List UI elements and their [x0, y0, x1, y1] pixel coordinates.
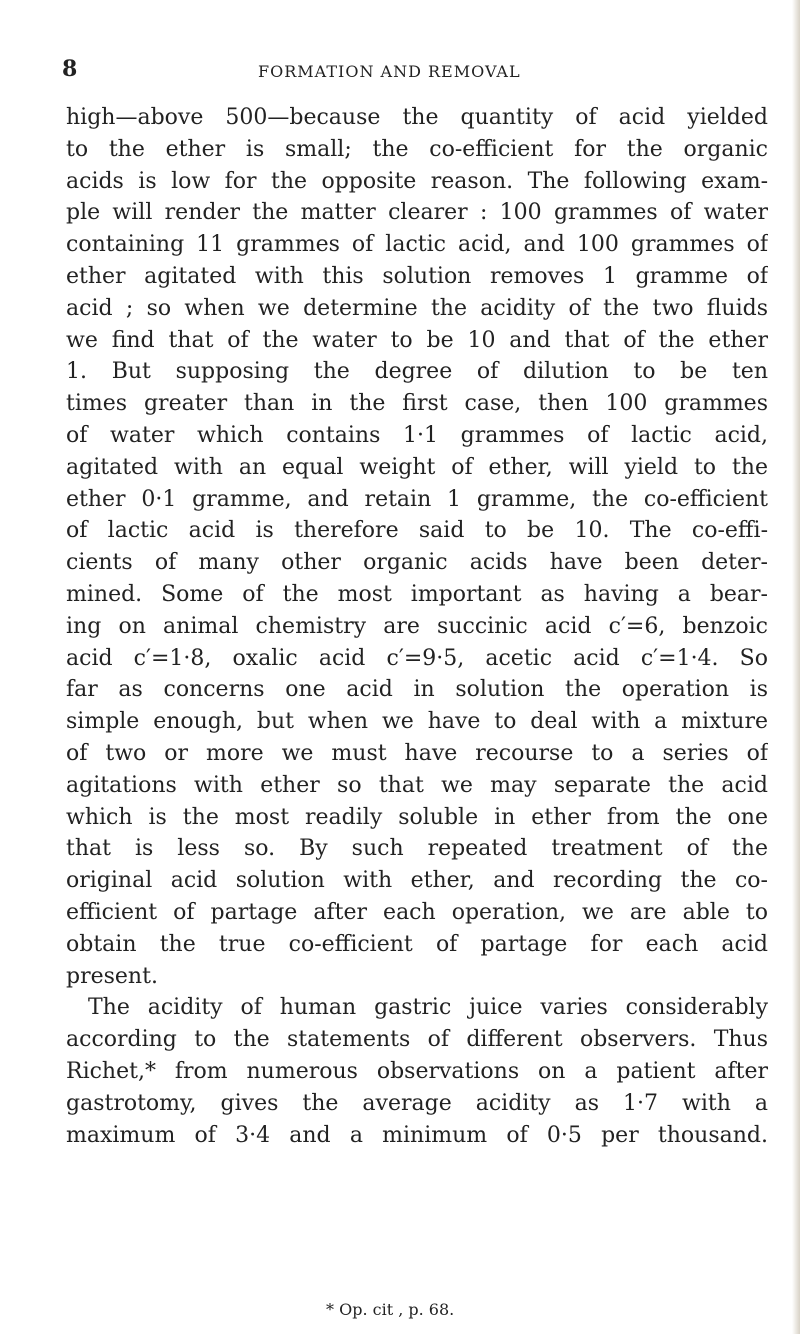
text-line: The acidity of human gastric juice varies considerably	[88, 995, 768, 1021]
text-line: to the ether is small; the co-efficient for the organic	[66, 136, 768, 162]
text-line: that is less so. By such repeated treatment of the	[66, 836, 768, 862]
text-line: 1. But supposing the degree of dilution to be ten	[66, 359, 768, 385]
text-line: acid ; so when we determine the acidity of the two fluids	[66, 295, 768, 321]
page-edge-shadow	[792, 0, 800, 1334]
text-line: efficient of partage after each operation, we are able to	[66, 899, 768, 925]
text-line: gastrotomy, gives the average acidity as 1·7 with a	[66, 1090, 768, 1116]
text-line: acid c′=1·8, oxalic acid c′=9·5, acetic acid c′=1·4. So	[66, 645, 768, 671]
text-line: of two or more we must have recourse to a series of	[66, 740, 768, 766]
text-line: acids is low for the opposite reason. The following exam-	[66, 168, 768, 194]
body-text	[66, 102, 768, 1151]
running-title: FORMATION AND REMOVAL	[258, 62, 521, 81]
text-line: simple enough, but when we have to deal with a mixture	[66, 709, 768, 735]
text-line: cients of many other organic acids have been deter-	[66, 550, 768, 576]
text-line: Richet,* from numerous observations on a patient after	[66, 1058, 768, 1084]
text-line: ether 0·1 gramme, and retain 1 gramme, the co-efficient	[66, 486, 768, 512]
text-line: original acid solution with ether, and recording the co-	[66, 868, 768, 894]
text-line: times greater than in the first case, then 100 grammes	[66, 391, 768, 417]
text-line: mined. Some of the most important as having a bear-	[66, 581, 768, 607]
text-line: ing on animal chemistry are succinic acid c′=6, benzoic	[66, 613, 768, 639]
text-line: present.	[66, 963, 158, 989]
text-line: far as concerns one acid in solution the operation is	[66, 677, 768, 703]
text-line: agitated with an equal weight of ether, will yield to the	[66, 454, 768, 480]
text-line: which is the most readily soluble in ether from the one	[66, 804, 768, 830]
text-line: we find that of the water to be 10 and that of the ether	[66, 327, 768, 353]
page-header	[62, 58, 762, 88]
text-line: of water which contains 1·1 grammes of lactic acid,	[66, 422, 768, 448]
text-line: containing 11 grammes of lactic acid, and 100 grammes of	[66, 232, 768, 258]
text-line: high—above 500—because the quantity of acid yielded	[66, 105, 768, 130]
text-line: ether agitated with this solution removes 1 gramme of	[66, 263, 768, 289]
page-number: 8	[62, 56, 78, 82]
footnote: * Op. cit , p. 68.	[326, 1300, 455, 1319]
text-line: maximum of 3·4 and a minimum of 0·5 per thousand.	[66, 1122, 768, 1148]
text-line: agitations with ether so that we may separate the acid	[66, 772, 768, 798]
text-line: according to the statements of different observers. Thus	[66, 1027, 768, 1053]
text-line: ple will render the matter clearer : 100 grammes of water	[66, 200, 768, 226]
text-line: obtain the true co-efficient of partage for each acid	[66, 931, 768, 957]
text-line: of lactic acid is therefore said to be 10. The co-effi-	[66, 518, 768, 544]
